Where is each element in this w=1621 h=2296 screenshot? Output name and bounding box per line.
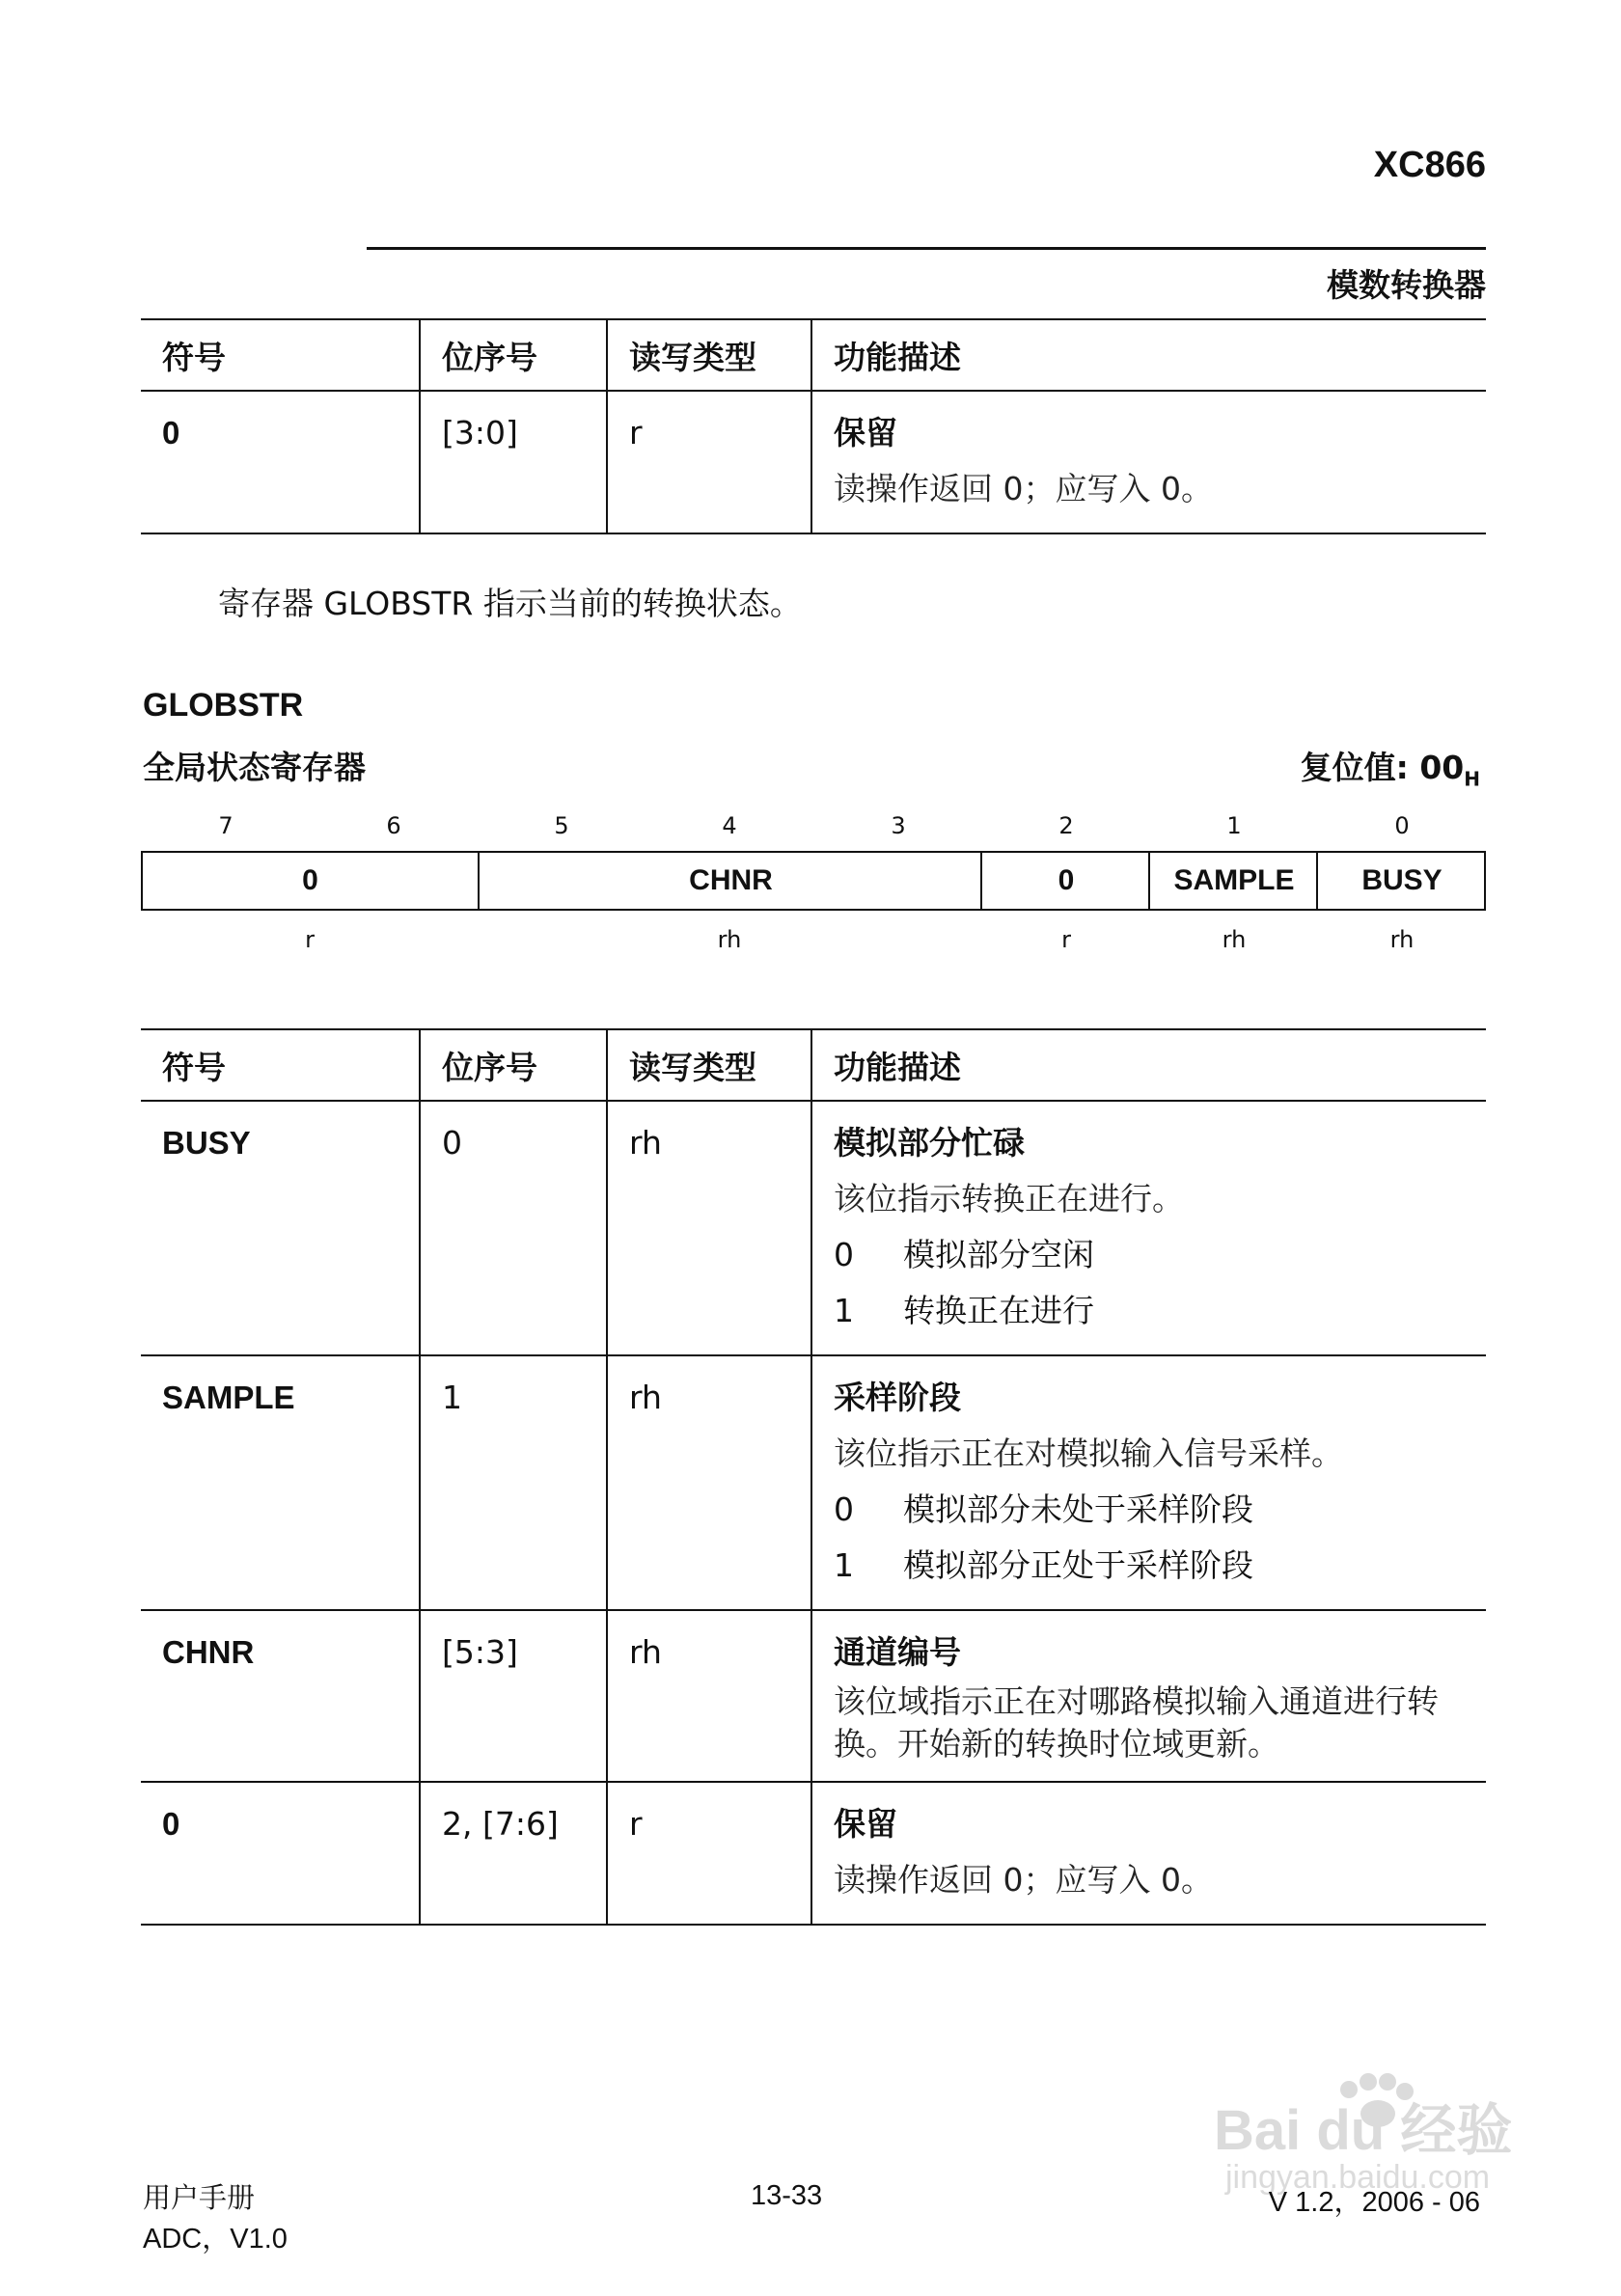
bitfield-chnr: CHNR: [478, 853, 982, 909]
field-bits: [5:3]: [420, 1610, 607, 1782]
header-rule: [367, 247, 1486, 250]
field-description-title: 采样阶段: [834, 1379, 961, 1416]
field-option: [834, 1227, 1472, 1283]
baidu-jingyan-watermark: [1204, 2061, 1532, 2196]
bitfield-table: [141, 1028, 1486, 1926]
field-symbol: SAMPLE: [141, 1355, 420, 1610]
document-title: XC866: [1373, 145, 1486, 185]
bitfield-access: rh: [1389, 926, 1415, 953]
column-header-type: 读写类型: [607, 319, 811, 391]
reset-value-label: 复位值: 00: [1300, 749, 1465, 786]
field-symbol: BUSY: [141, 1101, 420, 1355]
bit-number: 3: [891, 812, 906, 839]
field-option: [834, 1538, 1472, 1594]
field-description-text: 该位域指示正在对哪路模拟输入通道进行转: [834, 1682, 1439, 1720]
field-description-title: 保留: [834, 414, 897, 451]
option-value: 1: [834, 1292, 854, 1329]
field-description-text: 换。开始新的转换时位域更新。: [834, 1725, 1279, 1763]
option-value: 0: [834, 1490, 854, 1528]
register-description: 全局状态寄存器: [143, 749, 366, 786]
option-text: 模拟部分空闲: [903, 1236, 1094, 1273]
column-header-description: 功能描述: [811, 1029, 1486, 1101]
footer-manual: 用户手册: [143, 2183, 256, 2214]
field-bits: [3:0]: [420, 391, 607, 533]
bit-number: 6: [386, 812, 401, 839]
table-row: [141, 1610, 1486, 1782]
field-description-title: 模拟部分忙碌: [834, 1124, 1025, 1162]
field-bits: 2, [7:6]: [420, 1782, 607, 1925]
column-header-description: 功能描述: [811, 319, 1486, 391]
option-value: 0: [834, 1236, 854, 1273]
watermark-site: jingyan.baidu.com: [1225, 2159, 1491, 2196]
field-description: [811, 1782, 1486, 1925]
bit-number: 4: [722, 812, 737, 839]
table-row: [141, 391, 1486, 533]
reset-value-suffix: H: [1464, 767, 1480, 791]
option-value: 1: [834, 1546, 854, 1584]
table-row: [141, 1101, 1486, 1355]
register-bit-layout: [141, 851, 1486, 911]
field-description: [811, 1355, 1486, 1610]
field-description: [811, 1610, 1486, 1782]
watermark-brand: Bai du 经验: [1214, 2099, 1513, 2162]
bitfield-access: r: [1061, 926, 1071, 953]
bit-number: 7: [218, 812, 234, 839]
column-header-bits: 位序号: [420, 319, 607, 391]
bitfield-sample: SAMPLE: [1148, 853, 1318, 909]
column-header-bits: 位序号: [420, 1029, 607, 1101]
bitfield-reserved-high: 0: [302, 864, 318, 896]
bitfield-reserved-bit2: 0: [980, 853, 1150, 909]
field-symbol: 0: [141, 1782, 420, 1925]
bit-number: 2: [1058, 812, 1074, 839]
option-text: 模拟部分正处于采样阶段: [903, 1546, 1253, 1584]
table-row: [141, 1355, 1486, 1610]
bit-number: 1: [1226, 812, 1242, 839]
field-symbol: 0: [141, 391, 420, 533]
table-row: [141, 1782, 1486, 1925]
column-header-symbol: 符号: [141, 319, 420, 391]
option-text: 转换正在进行: [903, 1292, 1094, 1329]
field-option: [834, 1482, 1472, 1538]
option-text: 模拟部分未处于采样阶段: [903, 1490, 1253, 1528]
bitfield-busy: BUSY: [1316, 853, 1486, 909]
footer-module: ADC，V1.0: [143, 2224, 288, 2255]
field-description-text: 该位指示正在对模拟输入信号采样。: [834, 1435, 1343, 1472]
bit-number: 0: [1394, 812, 1410, 839]
reset-value: [1301, 743, 1480, 791]
field-description-title: 通道编号: [834, 1633, 961, 1671]
field-type: rh: [607, 1610, 811, 1782]
column-header-type: 读写类型: [607, 1029, 811, 1101]
field-description-title: 保留: [834, 1805, 897, 1843]
field-type: rh: [607, 1355, 811, 1610]
field-description-text: 读操作返回 0；应写入 0。: [834, 470, 1213, 507]
field-type: rh: [607, 1101, 811, 1355]
field-type: r: [607, 1782, 811, 1925]
section-title: 模数转换器: [1327, 266, 1486, 304]
bitfield-access: r: [305, 926, 315, 953]
field-description: [811, 391, 1486, 533]
field-type: r: [607, 391, 811, 533]
footer-version: V 1.2，2006 - 06: [1268, 2187, 1480, 2218]
column-header-symbol: 符号: [141, 1029, 420, 1101]
field-description-text: 该位指示转换正在进行。: [834, 1180, 1184, 1217]
field-description: [811, 1101, 1486, 1355]
bitfield-table-continued: [141, 318, 1486, 534]
field-option: [834, 1283, 1472, 1339]
field-symbol: CHNR: [141, 1610, 420, 1782]
field-bits: 0: [420, 1101, 607, 1355]
bitfield-access: rh: [717, 926, 742, 953]
page-number: 13-33: [751, 2180, 823, 2211]
field-description-text: 读操作返回 0；应写入 0。: [834, 1861, 1213, 1899]
bitfield-access: rh: [1222, 926, 1247, 953]
intro-paragraph: 寄存器 GLOBSTR 指示当前的转换状态。: [218, 585, 802, 622]
register-name: GLOBSTR: [143, 687, 304, 724]
field-bits: 1: [420, 1355, 607, 1610]
bit-number: 5: [554, 812, 569, 839]
